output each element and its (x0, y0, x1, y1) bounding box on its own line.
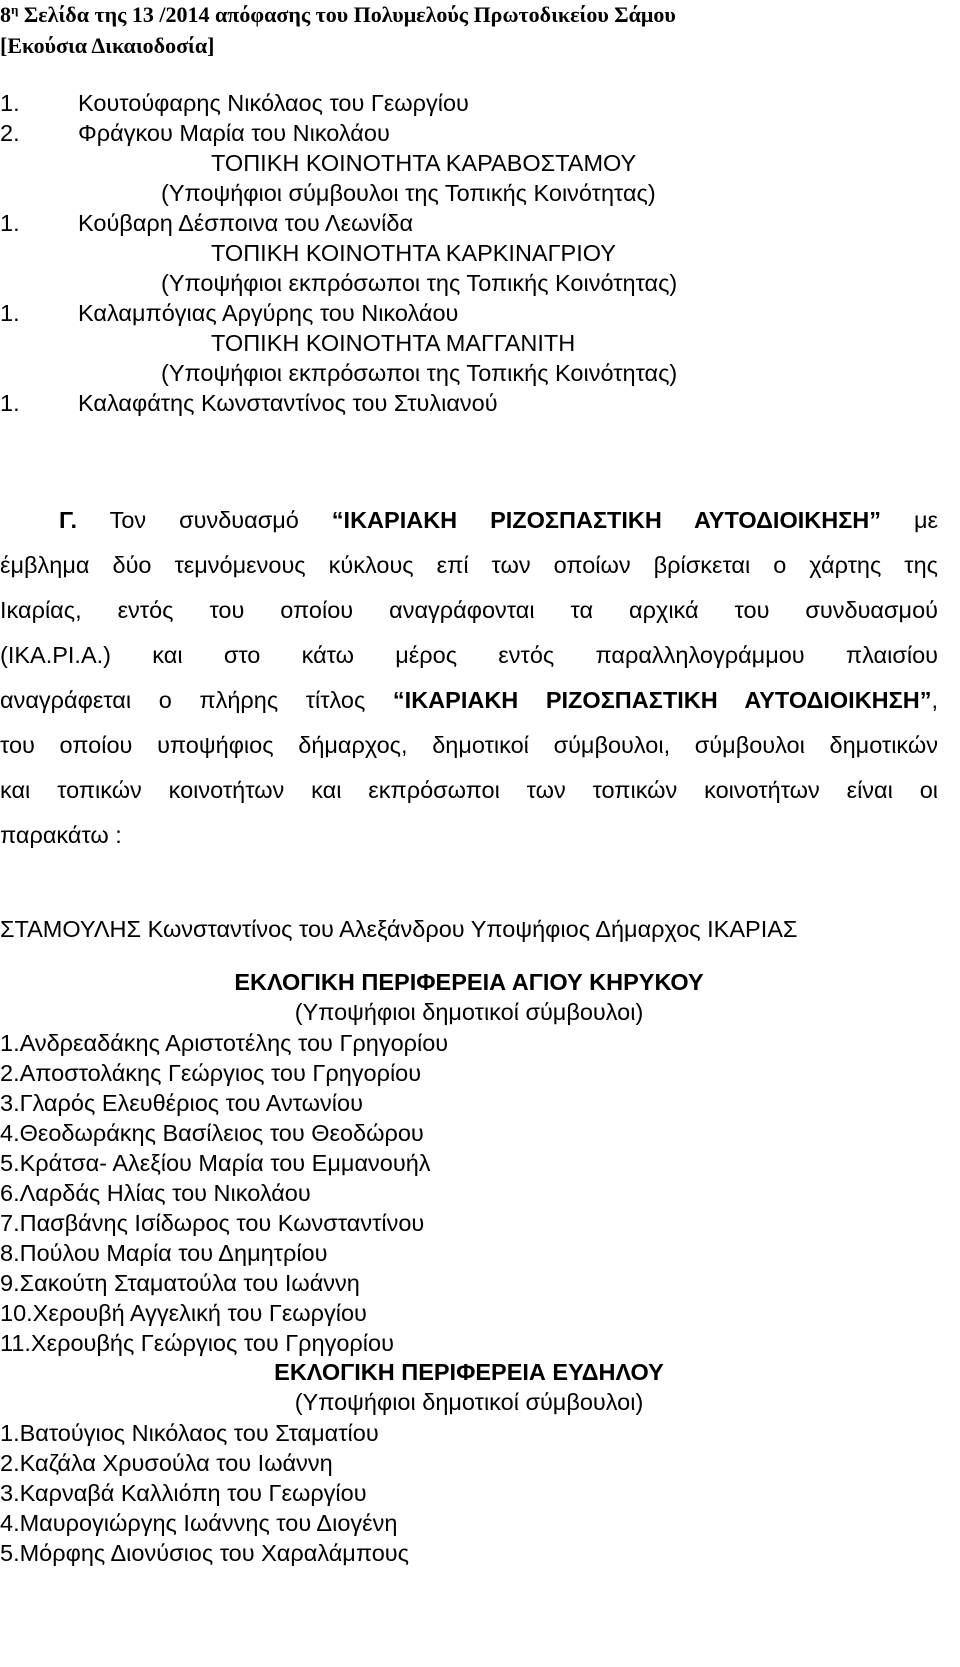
mayor-candidate-line: ΣΤΑΜΟΥΛΗΣ Κωνσταντίνος του Αλεξάνδρου Υποψήφιος Δήμαρχος ΙΚΑΡΙΑΣ (0, 916, 798, 942)
section-letter: Γ. (59, 507, 78, 533)
list-item (0, 387, 498, 419)
candidate-item: 5.Κράτσα- Αλεξίου Μαρία του Εμμανουήλ (0, 1150, 431, 1176)
candidate-item: 1.Ανδρεαδάκης Αριστοτέλης του Γρηγορίου (0, 1030, 449, 1056)
paragraph-text: Τον συνδυασμό (109, 507, 299, 533)
page-header (0, 0, 676, 61)
list-text: Φράγκου Μαρία του Νικολάου (78, 120, 390, 146)
section-subheading-karkinagri: (Υποψήφιοι εκπρόσωποι της Τοπικής Κοινότητας) (161, 270, 678, 296)
section-heading-karavostamo: ΤΟΠΙΚΗ ΚΟΙΝΟΤΗΤΑ ΚΑΡΑΒΟΣΤΑΜΟΥ (211, 150, 637, 176)
list-item (0, 117, 390, 149)
district-subheading-evdilos: (Υποψήφιοι δημοτικοί σύμβουλοι) (294, 1389, 644, 1415)
list-number: 1. (0, 210, 20, 236)
header-page-number: 8 (0, 2, 11, 27)
header-title: Σελίδα της 13 /2014 απόφασης του Πολυμελούς Πρωτοδικείου Σάμου (18, 2, 676, 27)
paragraph-line: (ΙΚΑ.ΡΙ.Α.) και στο κάτω μέρος εντός παραλληλογράμμου πλαισίου (0, 642, 938, 668)
list-text: Κούβαρη Δέσποινα του Λεωνίδα (78, 210, 414, 236)
coalition-name: “ΙΚΑΡΙΑΚΗ ΡΙΖΟΣΠΑΣΤΙΚΗ ΑΥΤΟΔΙΟΙΚΗΣΗ” (331, 507, 882, 533)
list-item (0, 87, 469, 119)
paragraph-text: , (931, 687, 938, 713)
list-item (0, 297, 458, 329)
list-text: Καλαφάτης Κωνσταντίνος του Στυλιανού (78, 390, 498, 416)
candidate-item: 1.Βατούγιος Νικόλαος του Σταματίου (0, 1420, 379, 1446)
list-text: Κουτούφαρης Νικόλαος του Γεωργίου (78, 90, 469, 116)
coalition-name: “ΙΚΑΡΙΑΚΗ ΡΙΖΟΣΠΑΣΤΙΚΗ ΑΥΤΟΔΙΟΙΚΗΣΗ” (392, 687, 932, 713)
candidate-item: 8.Πούλου Μαρία του Δημητρίου (0, 1240, 328, 1266)
candidate-item: 7.Πασβάνης Ισίδωρος του Κωνσταντίνου (0, 1210, 425, 1236)
coalition-paragraph (0, 498, 938, 858)
paragraph-line (0, 498, 938, 543)
paragraph-line: και τοπικών κοινοτήτων και εκπρόσωποι των τοπικών κοινοτήτων είναι οι (0, 777, 938, 803)
district-heading-agios-kirykos: ΕΚΛΟΓΙΚΗ ΠΕΡΙΦΕΡΕΙΑ ΑΓΙΟΥ ΚΗΡΥΚΟΥ (234, 969, 704, 995)
paragraph-line: Ικαρίας, εντός του οποίου αναγράφονται τα αρχικά του συνδυασμού (0, 597, 938, 623)
paragraph-line: έμβλημα δύο τεμνόμενους κύκλους επί των οποίων βρίσκεται ο χάρτης της (0, 552, 938, 578)
candidate-item: 4.Θεοδωράκης Βασίλειος του Θεοδώρου (0, 1120, 424, 1146)
candidate-item: 6.Λαρδάς Ηλίας του Νικολάου (0, 1180, 311, 1206)
section-subheading-magganitis: (Υποψήφιοι εκπρόσωποι της Τοπικής Κοινότητας) (161, 360, 678, 386)
list-number: 1. (0, 300, 20, 326)
paragraph-text: με (913, 507, 938, 533)
section-subheading-karavostamo: (Υποψήφιοι σύμβουλοι της Τοπικής Κοινότητας) (161, 180, 656, 206)
paragraph-text: αναγράφεται ο πλήρης τίτλος (0, 687, 366, 713)
list-number: 1. (0, 390, 20, 416)
candidate-item: 2.Καζάλα Χρυσούλα του Ιωάννη (0, 1450, 333, 1476)
list-item (0, 207, 413, 239)
paragraph-line: παρακάτω : (0, 822, 122, 848)
section-heading-karkinagri: ΤΟΠΙΚΗ ΚΟΙΝΟΤΗΤΑ ΚΑΡΚΙΝΑΓΡΙΟΥ (211, 240, 616, 266)
list-number: 2. (0, 120, 20, 146)
candidate-item: 3.Καρναβά Καλλιόπη του Γεωργίου (0, 1480, 367, 1506)
district-subheading-agios-kirykos: (Υποψήφιοι δημοτικοί σύμβουλοι) (294, 999, 644, 1025)
header-line-1 (0, 0, 676, 30)
paragraph-line (0, 678, 938, 723)
candidate-item: 4.Μαυρογιώργης Ιωάννης του Διογένη (0, 1510, 398, 1536)
candidate-item: 10.Χερουβή Αγγελική του Γεωργίου (0, 1300, 367, 1326)
list-text: Καλαμπόγιας Αργύρης του Νικολάου (78, 300, 459, 326)
candidate-item: 5.Μόρφης Διονύσιος του Χαραλάμπους (0, 1540, 409, 1566)
district-heading-evdilos: ΕΚΛΟΓΙΚΗ ΠΕΡΙΦΕΡΕΙΑ ΕΥΔΗΛΟΥ (274, 1359, 664, 1385)
candidate-item: 2.Αποστολάκης Γεώργιος του Γρηγορίου (0, 1060, 422, 1086)
header-ordinal-suffix: η (11, 2, 19, 17)
candidate-item: 11.Χερουβής Γεώργιος του Γρηγορίου (0, 1330, 394, 1356)
list-number: 1. (0, 90, 20, 116)
header-line-2: [Εκούσια Δικαιοδοσία] (0, 33, 215, 58)
candidate-item: 3.Γλαρός Ελευθέριος του Αντωνίου (0, 1090, 363, 1116)
paragraph-line: του οποίου υποψήφιος δήμαρχος, δημοτικοί σύμβουλοι, σύμβουλοι δημοτικών (0, 732, 938, 758)
candidate-item: 9.Σακούτη Σταματούλα του Ιωάννη (0, 1270, 360, 1296)
section-heading-magganitis: ΤΟΠΙΚΗ ΚΟΙΝΟΤΗΤΑ ΜΑΓΓΑΝΙΤΗ (211, 330, 576, 356)
